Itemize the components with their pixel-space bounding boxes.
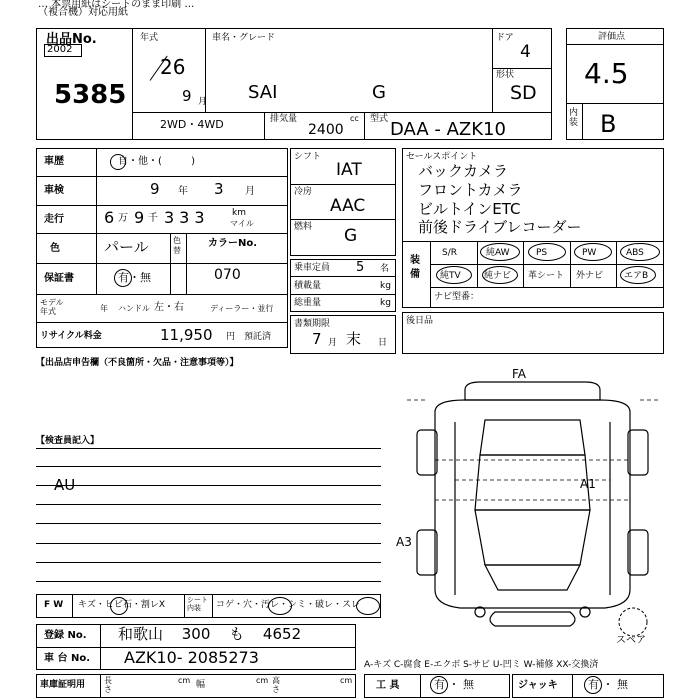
color-value: パール xyxy=(104,238,149,256)
equipment-label: 装備 xyxy=(410,255,420,280)
registration-label: 登録 No. xyxy=(44,630,87,641)
sales-point-2: フロントカメラ xyxy=(418,181,523,199)
mileage-man-unit: 万 xyxy=(118,213,128,224)
header-cut-text: … 本票用紙はシートのまま印刷 … xyxy=(38,0,195,10)
color-code-label: カラーNo. xyxy=(208,238,258,249)
color-code: 070 xyxy=(214,267,241,283)
doc-period-label: 書類期限 xyxy=(294,319,331,329)
model-year-label2: 年式 xyxy=(40,307,56,316)
diagram-a3: A3 xyxy=(396,535,412,549)
capacity-unit: 名 xyxy=(380,264,390,274)
fw-items: キズ・ヒビ石・割レX xyxy=(78,600,165,610)
equip-airbag: エアB xyxy=(624,271,649,281)
equip-ps-circle xyxy=(528,243,566,261)
displacement-value: 2400 xyxy=(308,122,344,138)
header-title: （複合機）対応用紙 xyxy=(38,7,128,18)
fuel-value: G xyxy=(344,226,358,246)
doc-period-day-unit: 日 xyxy=(378,338,388,348)
equip-navi-circle xyxy=(482,266,518,284)
doc-period-end: 末 xyxy=(346,330,362,348)
model-year-label1: モデル xyxy=(40,298,64,307)
recycle-value: 11,950 xyxy=(160,326,213,344)
score-label: 評価点 xyxy=(598,32,626,42)
car-name: SAI xyxy=(248,82,278,103)
car-label: 車名・グレード xyxy=(212,33,276,43)
equip-pw: PW xyxy=(582,248,597,258)
seat-wear-circle xyxy=(356,597,380,615)
door-label: ドア xyxy=(496,33,514,43)
weight-label: 総重量 xyxy=(294,298,322,308)
equip-ps: PS xyxy=(536,248,548,258)
color-label: 色 xyxy=(50,243,60,254)
warranty-circle xyxy=(114,269,132,287)
jack-options: 有 ・ 無 xyxy=(588,678,628,691)
cert-height-unit: cm xyxy=(340,676,353,685)
inspection-month: 3 xyxy=(214,180,224,198)
diagram-spare: スペア xyxy=(616,635,646,646)
seller-notes-label: 【出品店申告欄（不良箇所・欠品・注意事項等）】 xyxy=(36,358,239,368)
after-box xyxy=(402,312,664,354)
shape-label: 形状 xyxy=(496,70,515,80)
mileage-label: 走行 xyxy=(44,214,64,225)
equip-navi: 純ナビ xyxy=(484,271,512,281)
equip-aw-circle xyxy=(480,243,520,261)
shape-value: SD xyxy=(510,82,537,104)
load-label: 積載量 xyxy=(294,281,322,291)
door-value: 4 xyxy=(520,42,531,62)
score-value: 4.5 xyxy=(584,57,629,90)
capacity-value: 5 xyxy=(356,260,365,275)
sales-point-4: 前後ドライブレコーダー xyxy=(418,218,582,236)
diagram-a1: A1 xyxy=(580,477,596,491)
sales-point-3: ビルトインETC xyxy=(418,200,521,218)
recycle-unit: 円 xyxy=(226,332,236,342)
handle-options: 左・右 xyxy=(154,302,184,313)
interior-value: B xyxy=(600,110,617,138)
load-unit: kg xyxy=(380,281,391,291)
cert-length: 長さ xyxy=(104,676,112,694)
cert-width-unit: cm xyxy=(256,676,269,685)
chassis-value: AZK10- 2085273 xyxy=(124,648,259,667)
fuel-label: 燃料 xyxy=(294,222,313,232)
shift-label: シフト xyxy=(294,152,322,162)
registration-value: 和歌山 300 も 4652 xyxy=(118,625,302,643)
fw-circle xyxy=(110,597,128,615)
mileage-unit: km xyxy=(232,208,246,218)
equip-tv: 純TV xyxy=(440,271,461,281)
cert-height: 高さ xyxy=(272,676,280,694)
model-value: DAA - AZK10 xyxy=(390,119,506,140)
shift-value: IAT xyxy=(336,160,362,180)
seat-label: シート内装 xyxy=(187,596,208,612)
displacement-label: 排気量 xyxy=(270,114,298,124)
doc-period-month: 7 xyxy=(312,330,322,348)
cert-width: 幅 xyxy=(196,680,206,690)
inspection-month-unit: 月 xyxy=(245,186,255,197)
drive-label: 2WD・4WD xyxy=(160,118,224,131)
mileage-man: 6 xyxy=(104,208,115,227)
equip-ext-navi: 外ナビ xyxy=(576,271,604,281)
car-diagram xyxy=(395,360,670,640)
mileage-rest: 333 xyxy=(164,208,210,227)
chassis-label: 車 台 No. xyxy=(44,653,91,664)
equip-pw-circle xyxy=(574,243,612,261)
dealer-label: ディーラー・並行 xyxy=(210,304,274,313)
lot-label: 出品No. xyxy=(46,32,97,47)
equip-abs-circle xyxy=(620,243,660,261)
year-value: 26 xyxy=(160,55,186,79)
navi-model-label: ナビ型番： xyxy=(434,292,480,302)
car-grade: G xyxy=(372,82,386,103)
history-circle xyxy=(110,154,126,170)
capacity-label: 乗車定員 xyxy=(294,263,331,273)
equip-tv-circle xyxy=(436,266,472,284)
model-label: 型式 xyxy=(370,114,389,124)
year-month: 9 xyxy=(182,87,192,105)
mileage-sen-unit: 千 xyxy=(148,213,158,224)
color-change-label: 色替 xyxy=(173,236,181,255)
inspector-note: AU xyxy=(54,476,76,494)
cert-label: 車庫証明用 xyxy=(40,680,86,690)
tools-circle xyxy=(430,676,448,694)
fw-label: F W xyxy=(44,600,64,610)
inspection-label: 車検 xyxy=(44,185,64,196)
recycle-note: 預託済 xyxy=(244,332,272,342)
weight-unit: kg xyxy=(380,298,391,308)
equip-leather: 革シート xyxy=(528,271,565,281)
recycle-label: リサイクル料金 xyxy=(40,331,102,341)
equip-airbag-circle xyxy=(620,266,656,284)
seat-dirt-circle xyxy=(268,597,292,615)
equip-abs: ABS xyxy=(626,248,644,258)
handle-label: ハンドル xyxy=(118,304,150,313)
displacement-unit: cc xyxy=(350,114,359,123)
year-label: 年式 xyxy=(140,33,159,43)
history-label: 車歴 xyxy=(44,156,64,167)
lot-number: 5385 xyxy=(54,80,127,110)
doc-period-month-unit: 月 xyxy=(328,338,338,348)
year-month-unit: 月 xyxy=(198,97,208,107)
warranty-label: 保証書 xyxy=(44,273,74,284)
ac-value: AAC xyxy=(330,196,366,216)
after-label: 後日品 xyxy=(406,316,434,326)
lot-small: 2002 xyxy=(47,44,73,55)
jack-label: ジャッキ xyxy=(518,680,558,691)
tools-label: 工 具 xyxy=(376,680,400,691)
seat-items: コゲ・穴・汚レ・シミ・破レ・スレ xyxy=(216,600,361,610)
history-value: 自・他・( ) xyxy=(118,156,195,167)
interior-label: 内装 xyxy=(569,108,579,128)
cert-length-unit: cm xyxy=(178,676,191,685)
inspection-year: 9 xyxy=(150,180,160,198)
ac-label: 冷房 xyxy=(294,187,313,197)
sales-point-1: バックカメラ xyxy=(418,162,509,180)
jack-circle xyxy=(584,676,602,694)
warranty-options: 有・無 xyxy=(118,271,151,284)
mileage-sen: 9 xyxy=(134,208,145,227)
tools-options: 有 ・ 無 xyxy=(434,678,474,691)
equip-aw: 純AW xyxy=(486,248,510,258)
equip-sr: S/R xyxy=(442,248,457,258)
legend: A-キズ C-腐食 E-エクボ S-サビ U-凹ミ W-補修 XX-交換済 xyxy=(364,660,599,670)
inspection-year-unit: 年 xyxy=(178,186,188,197)
inspector-label: 【検査員記入】 xyxy=(36,436,100,446)
sales-points-label: セールスポイント xyxy=(406,152,478,162)
mileage-unit2: マイル xyxy=(230,219,254,228)
diagram-fa: FA xyxy=(512,367,527,381)
model-year-unit: 年 xyxy=(100,304,108,313)
